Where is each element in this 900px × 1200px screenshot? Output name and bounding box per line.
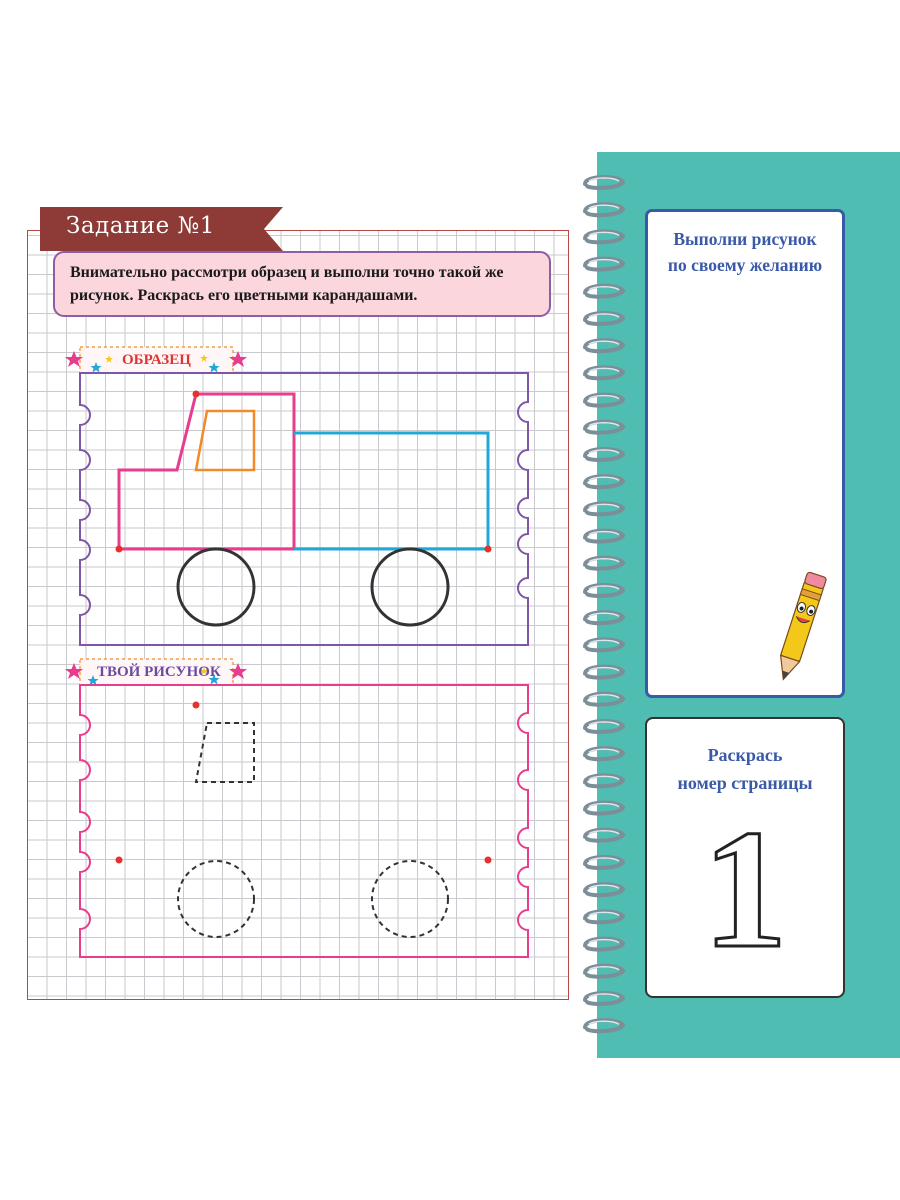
page-number-outline[interactable]: [645, 800, 845, 970]
spiral-coil-highlight: [589, 749, 619, 752]
instruction-line-1: Внимательно рассмотри образец и выполни точно такой же: [70, 264, 504, 281]
task-title: Задание №1: [66, 213, 215, 239]
dashed-wheel: [372, 861, 448, 937]
truck-window: [196, 411, 254, 470]
page-number-title: [645, 741, 845, 797]
guide-dot: [116, 857, 123, 864]
spiral-coil-highlight: [589, 396, 619, 399]
spiral-coil-highlight: [589, 1021, 619, 1024]
truck-body: [294, 433, 488, 549]
guide-dot: [193, 702, 200, 709]
spiral-coil-highlight: [589, 668, 619, 671]
spiral-coil-highlight: [589, 314, 619, 317]
spiral-coil-highlight: [589, 722, 619, 725]
spiral-coil-highlight: [589, 341, 619, 344]
page-number-title-line-2: номер страницы: [677, 773, 813, 793]
guide-dot: [485, 546, 492, 553]
spiral-coil-highlight: [589, 640, 619, 643]
spiral-coil-highlight: [589, 912, 619, 915]
guide-dot: [485, 857, 492, 864]
spiral-coil-highlight: [589, 940, 619, 943]
your-drawing-label: ТВОЙ РИСУНОК: [97, 664, 221, 680]
spiral-coil-highlight: [589, 831, 619, 834]
spiral-coil-highlight: [589, 559, 619, 562]
spiral-coil-highlight: [589, 967, 619, 970]
page-number-title-line-1: Раскрась: [707, 745, 783, 765]
truck-wheel: [178, 549, 254, 625]
truck-wheel: [372, 549, 448, 625]
spiral-coil-highlight: [589, 695, 619, 698]
spiral-coil-highlight: [589, 477, 619, 480]
spiral-coil-highlight: [589, 858, 619, 861]
free-drawing-title-line-2: по своему желанию: [667, 255, 823, 275]
spiral-coil-highlight: [589, 287, 619, 290]
sample-label: ОБРАЗЕЦ: [122, 352, 191, 368]
page-number[interactable]: 1: [702, 800, 788, 970]
dashed-wheel: [178, 861, 254, 937]
spiral-coil-highlight: [589, 232, 619, 235]
spiral-coil-highlight: [589, 504, 619, 507]
free-drawing-title: [645, 226, 845, 278]
guide-dot: [193, 391, 200, 398]
spiral-binding-icon: [575, 170, 635, 1040]
spiral-coil-highlight: [589, 178, 619, 181]
spiral-coil-highlight: [589, 532, 619, 535]
spiral-coil-highlight: [589, 885, 619, 888]
spiral-coil-highlight: [589, 804, 619, 807]
spiral-coil-highlight: [589, 260, 619, 263]
spiral-coil-highlight: [589, 776, 619, 779]
spiral-coil-highlight: [589, 994, 619, 997]
spiral-coil-highlight: [589, 205, 619, 208]
sample-frame: [80, 373, 528, 645]
spiral-coil-highlight: [589, 586, 619, 589]
spiral-coil-highlight: [589, 613, 619, 616]
yours-frame: [80, 685, 528, 957]
spiral-coil-highlight: [589, 368, 619, 371]
dashed-window: [196, 723, 254, 782]
free-drawing-title-line-1: Выполни рисунок: [673, 229, 817, 249]
guide-dot: [116, 546, 123, 553]
spiral-coil-highlight: [589, 450, 619, 453]
instruction-line-2: рисунок. Раскрась его цветными карандашами.: [70, 287, 418, 304]
spiral-coil-highlight: [589, 423, 619, 426]
pencil-mascot-icon: [770, 568, 830, 688]
